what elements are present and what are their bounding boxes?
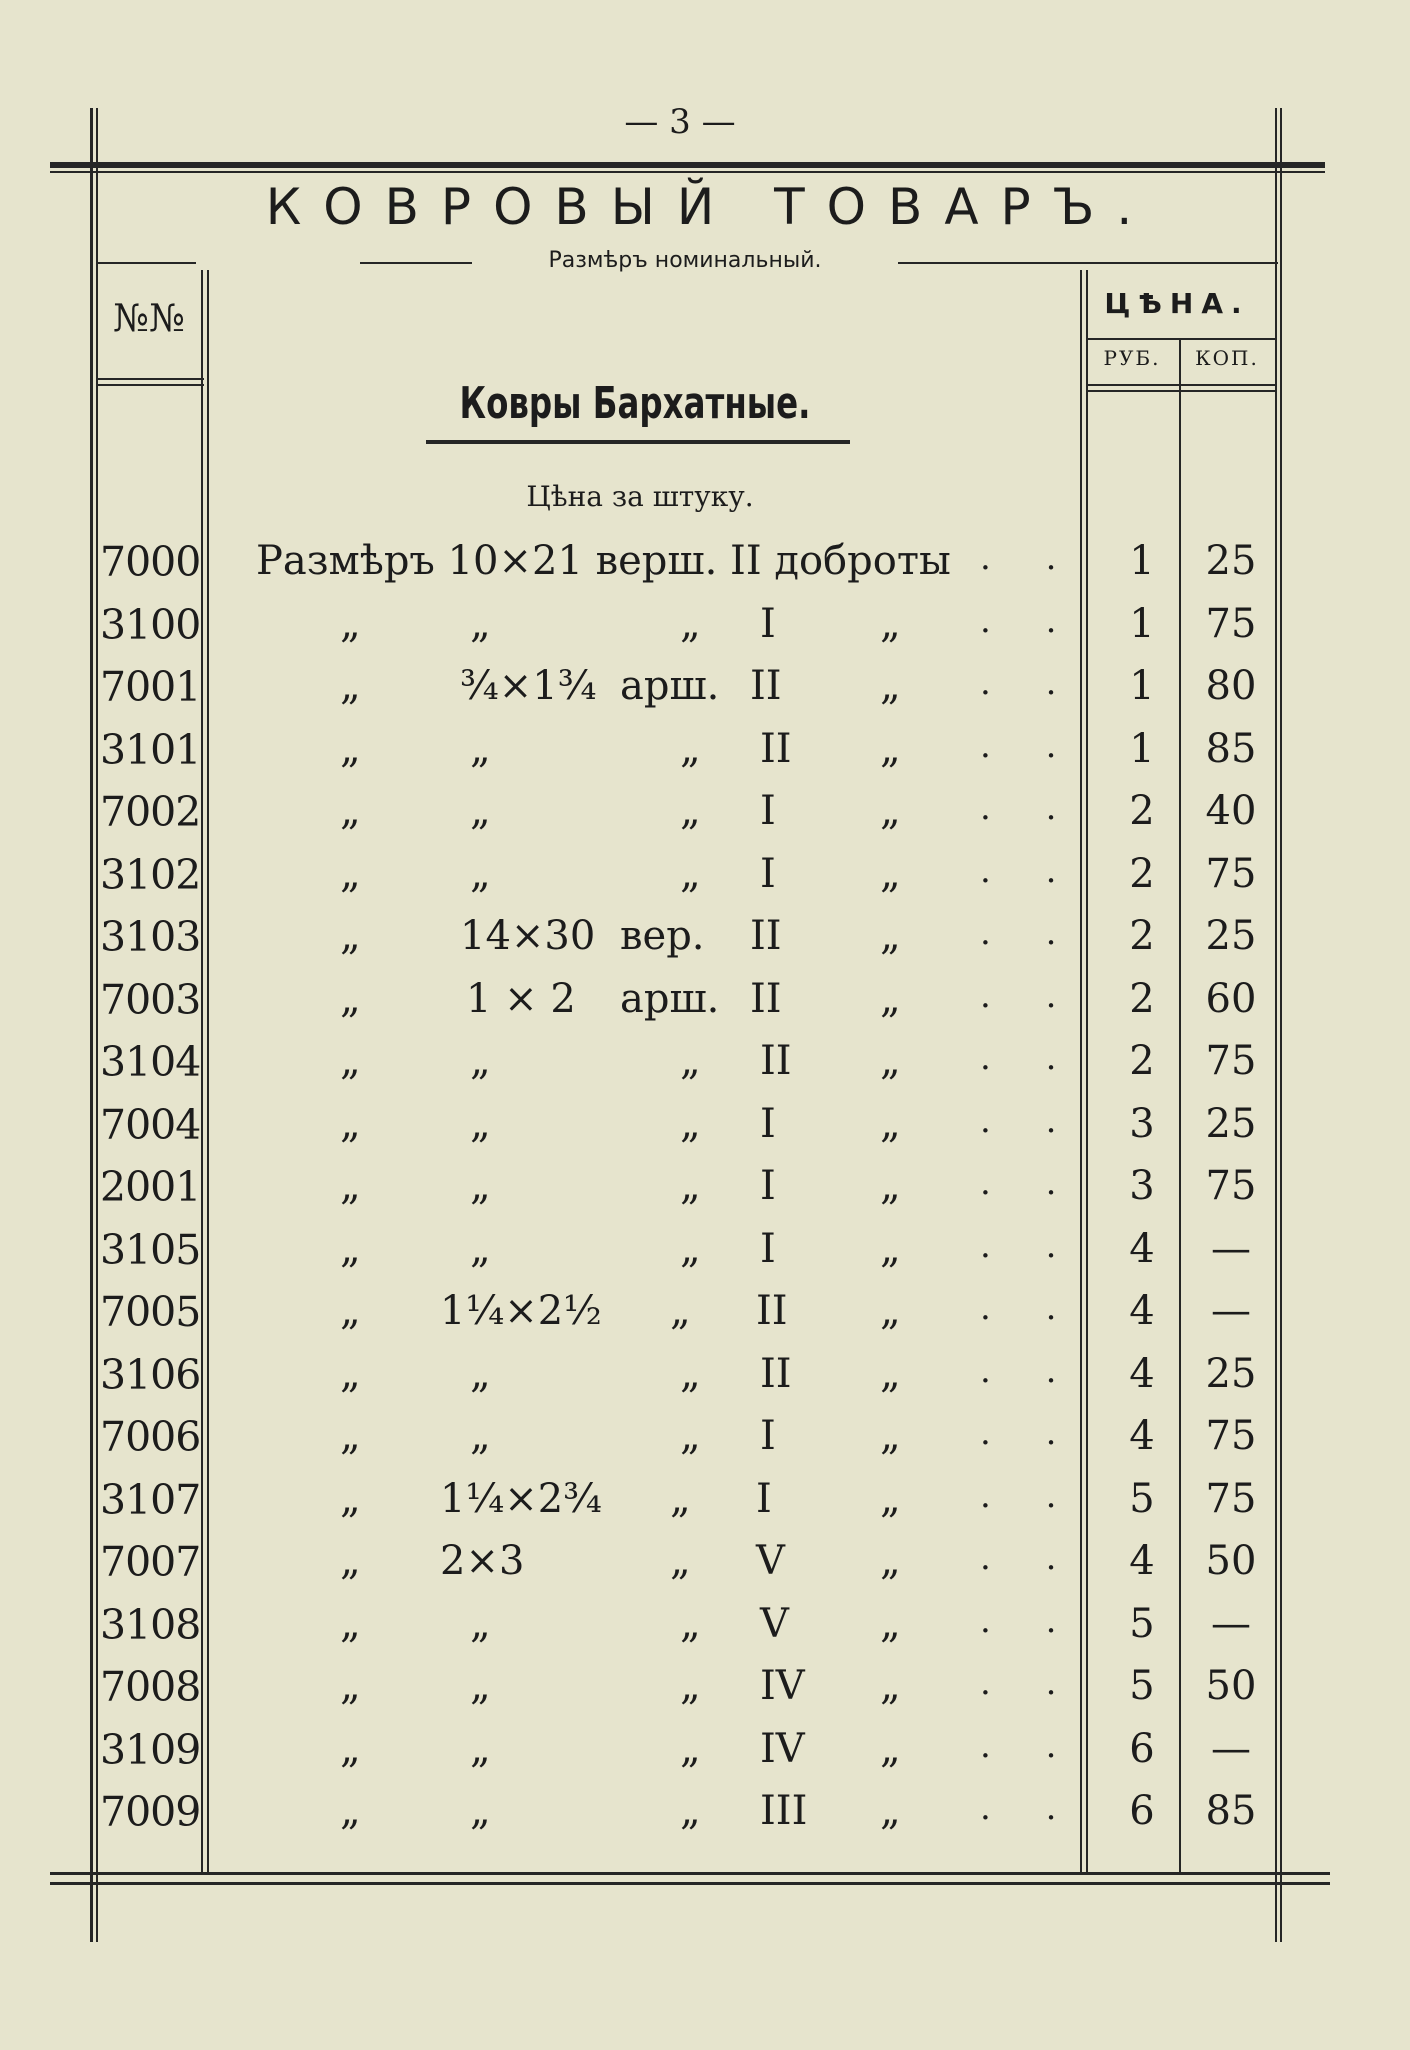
leader-dots: . . [980,913,1079,953]
leader-dots: . . [980,1725,1079,1766]
item-number: 3100 [100,600,201,649]
table-row: 3107 „ 1¼×2¾ „ I „ 5 75 . . [0,1476,1410,1538]
price-kop: 60 [1205,975,1257,1022]
column-header-rub: РУБ. [1103,346,1161,370]
leader-dots: . . [980,600,1079,641]
price-rub: 4 [1129,1288,1155,1334]
table-row: 2001 „ „ „ I „ 3 75 . . [0,1163,1410,1225]
price-rub: 4 [1129,1538,1155,1584]
price-rub: 6 [1129,1725,1155,1772]
price-rub: 1 [1129,538,1155,584]
table-row: 7001 „ ¾×1¾ арш. II „ 1 80 . . [0,663,1410,725]
item-number: 3109 [100,1725,201,1774]
leader-dots: . . [980,1225,1079,1266]
pricehdr-rule [1086,338,1276,340]
table-row [0,538,1410,600]
leader-dots: . . [980,1350,1079,1391]
page-number: — 3 — [624,102,736,142]
item-number: 7002 [100,788,201,836]
price-kop: 75 [1205,850,1257,897]
price-kop: 50 [1205,1538,1257,1584]
leader-dots: . . [980,1788,1079,1828]
item-number: 3104 [100,1038,201,1086]
table-row: 7007 „ 2×3 „ V „ 4 50 . . [0,1538,1410,1600]
table-row: 3100 „ „ „ I „ 1 75 . . [0,601,1410,663]
item-number: 3102 [100,850,201,899]
price-rub: 4 [1129,1413,1155,1459]
table-row: 3102 „ „ „ I „ 2 75 . . [0,851,1410,913]
leader-dots: . . [980,663,1079,703]
leader-dots: . . [980,538,1079,578]
table-row: 3103 „ 14×30 вер. II „ 2 25 . . [0,913,1410,975]
price-rub: 4 [1129,1225,1155,1272]
leader-dots: . . [980,1663,1079,1703]
price-kop: 25 [1205,1350,1257,1397]
leader-dots: . . [980,1038,1079,1078]
column-header-number: №№ [113,296,185,340]
price-rub: 6 [1129,1788,1155,1834]
item-number: 7004 [100,1100,201,1149]
leader-dots: . . [980,1163,1079,1203]
bottom-rule-thin2 [50,1882,1330,1885]
table-row: 7006 „ „ „ I „ 4 75 . . [0,1413,1410,1475]
price-rub: 1 [1129,600,1155,647]
table-row: 3109 „ „ „ IV „ 6 — . . [0,1726,1410,1788]
price-kop: 80 [1205,663,1257,709]
price-rub: 2 [1129,975,1155,1022]
pricehdr-rule2 [1086,384,1276,386]
bottom-rule-thin [50,1872,1330,1875]
item-number: 3105 [100,1225,201,1274]
price-kop: 85 [1205,1788,1257,1834]
price-rub: 2 [1129,1038,1155,1084]
subtitle-rule-left2 [360,262,472,264]
leader-dots: . . [980,788,1079,828]
price-kop: 75 [1205,1163,1257,1209]
item-number: 3103 [100,913,201,961]
leader-dots: . . [980,1288,1079,1328]
table-row: 3104 „ „ „ II „ 2 75 . . [0,1038,1410,1100]
price-rub: 2 [1129,913,1155,959]
column-header-kop: КОП. [1195,346,1259,370]
leader-dots: . . [980,1475,1079,1516]
item-number: 3106 [100,1350,201,1399]
price-kop: 25 [1205,538,1257,584]
price-kop: 50 [1205,1663,1257,1709]
leader-dots: . . [980,975,1079,1016]
item-number: 2001 [100,1163,201,1211]
price-rub: 1 [1129,663,1155,709]
table-row: 7003 „ 1 × 2 арш. II „ 2 60 . . [0,976,1410,1038]
table-row: 7002 „ „ „ I „ 2 40 . . [0,788,1410,850]
price-kop: 75 [1205,1038,1257,1084]
price-kop: — [1211,1225,1251,1272]
price-rub: 3 [1129,1100,1155,1147]
pricehdr-rule3 [1086,390,1276,392]
table-row: 7009 „ „ „ III „ 6 85 . . [0,1788,1410,1850]
item-number: 3101 [100,725,201,774]
price-rub: 5 [1129,1475,1155,1522]
section-title: Ковры Бархатные. [459,378,811,429]
table-row: 3105 „ „ „ I „ 4 — . . [0,1226,1410,1288]
price-kop: 85 [1205,725,1257,772]
price-rub: 2 [1129,788,1155,834]
page-title: КОВРОВЫЙ ТОВАРЪ. [265,178,1155,236]
item-number: 7001 [100,663,201,711]
item-number: 7000 [100,538,201,586]
table-row: 3106 „ „ „ II „ 4 25 . . [0,1351,1410,1413]
table-row: 7004 „ „ „ I „ 3 25 . . [0,1101,1410,1163]
price-kop: 25 [1205,913,1257,959]
price-kop: 75 [1205,1413,1257,1459]
price-rub: 4 [1129,1350,1155,1397]
top-rule-thin [50,171,1325,173]
table-row: 3101 „ „ „ II „ 1 85 . . [0,726,1410,788]
leader-dots: . . [980,1538,1079,1578]
item-number: 7009 [100,1788,201,1836]
item-number: 7003 [100,975,201,1024]
page-subtitle: Размѣръ номинальный. [548,248,822,273]
item-description: Размѣръ 10×21 верш. II доброты [256,538,951,584]
price-rub: 2 [1129,850,1155,897]
section-note: Цѣна за штуку. [526,480,754,513]
leader-dots: . . [980,725,1079,766]
table-row: 3108 „ „ „ V „ 5 — . . [0,1601,1410,1663]
table-row: 7008 „ „ „ IV „ 5 50 . . [0,1663,1410,1725]
item-number: 7005 [100,1288,201,1336]
price-kop: 75 [1205,600,1257,647]
price-kop: 25 [1205,1100,1257,1147]
numhdr-rule2 [96,384,204,386]
column-header-price: ЦѢНА. [1104,287,1250,320]
leader-dots: . . [980,1600,1079,1641]
section-underline [426,440,850,444]
leader-dots: . . [980,850,1079,891]
price-kop: 40 [1205,788,1257,834]
subtitle-rule-left [96,262,196,264]
price-rub: 5 [1129,1600,1155,1647]
item-number: 3107 [100,1475,201,1524]
item-number: 7007 [100,1538,201,1586]
leader-dots: . . [980,1100,1079,1141]
price-kop: — [1211,1288,1251,1334]
leader-dots: . . [980,1413,1079,1453]
item-number: 7008 [100,1663,201,1711]
price-kop: — [1211,1725,1251,1772]
item-number: 7006 [100,1413,201,1461]
price-rub: 5 [1129,1663,1155,1709]
table-row: 7005 „ 1¼×2½ „ II „ 4 — . . [0,1288,1410,1350]
item-number: 3108 [100,1600,201,1649]
price-kop: — [1211,1600,1251,1647]
numhdr-rule [96,378,204,380]
price-rub: 1 [1129,725,1155,772]
top-rule-thick [50,162,1325,168]
subtitle-rule-right [898,262,1278,264]
price-kop: 75 [1205,1475,1257,1522]
price-rub: 3 [1129,1163,1155,1209]
